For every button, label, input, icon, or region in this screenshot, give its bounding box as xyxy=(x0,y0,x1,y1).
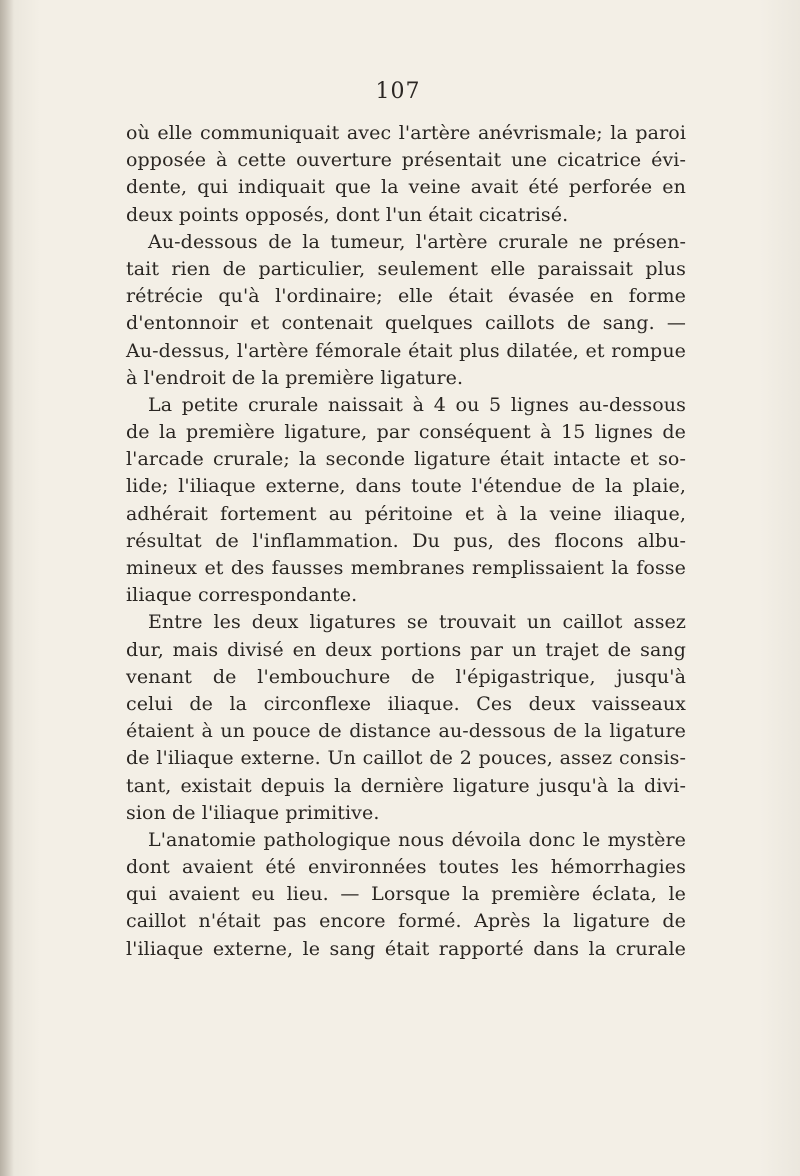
page-gutter-shadow xyxy=(0,0,14,1176)
text-line: l'arcade crurale; la seconde ligature était intacte et so- xyxy=(126,448,686,471)
text-line: caillot n'était pas encore formé. Après la ligature de xyxy=(126,910,686,933)
text-line: dente, qui indiquait que la veine avait été perforée en xyxy=(126,176,686,199)
page-number: 107 xyxy=(375,79,421,104)
text-line: étaient à un pouce de distance au-dessous de la ligature xyxy=(126,720,686,743)
text-line: tant, existait depuis la dernière ligature jusqu'à la divi- xyxy=(126,774,686,797)
text-line: où elle communiquait avec l'artère anévrismale; la paroi xyxy=(126,122,686,144)
text-line: à l'endroit de la première ligature. xyxy=(126,366,464,389)
text-line: opposée à cette ouverture présentait une cicatrice évi- xyxy=(126,149,686,172)
text-line: d'entonnoir et contenait quelques caillots de sang. — xyxy=(126,312,686,335)
text-line: de l'iliaque externe. Un caillot de 2 pouces, assez consis- xyxy=(126,747,686,770)
text-line: qui avaient eu lieu. — Lorsque la première éclata, le xyxy=(126,883,686,906)
text-line: adhérait fortement au péritoine et à la veine iliaque, xyxy=(126,502,686,525)
body-text xyxy=(126,120,686,963)
text-line: sion de l'iliaque primitive. xyxy=(126,801,380,824)
text-line: l'iliaque externe, le sang était rapporté dans la crurale xyxy=(126,937,686,960)
text-line: Au-dessous de la tumeur, l'artère crurale ne présen- xyxy=(148,230,686,253)
text-line: tait rien de particulier, seulement elle paraissait plus xyxy=(126,257,686,280)
text-line: dont avaient été environnées toutes les hémorrhagies xyxy=(126,856,686,879)
text-line: mineux et des fausses membranes remplissaient la fosse xyxy=(126,557,686,579)
text-line: celui de la circonflexe iliaque. Ces deux vaisseaux xyxy=(126,692,686,715)
text-line: iliaque correspondante. xyxy=(126,584,358,607)
text-line: deux points opposés, dont l'un était cicatrisé. xyxy=(126,203,569,226)
text-line: dur, mais divisé en deux portions par un trajet de sang xyxy=(126,638,686,661)
text-line: L'anatomie pathologique nous dévoila donc le mystère xyxy=(148,828,686,851)
text-line: venant de l'embouchure de l'épigastrique, jusqu'à xyxy=(126,665,686,688)
text-line: lide; l'iliaque externe, dans toute l'étendue de la plaie, xyxy=(126,475,686,498)
text-line: La petite crurale naissait à 4 ou 5 lignes au-dessous xyxy=(148,393,686,416)
text-line: de la première ligature, par conséquent à 15 lignes de xyxy=(126,421,686,444)
text-line: résultat de l'inflammation. Du pus, des flocons albu- xyxy=(126,529,686,552)
text-line: Entre les deux ligatures se trouvait un caillot assez xyxy=(148,611,686,634)
text-line: rétrécie qu'à l'ordinaire; elle était évasée en forme xyxy=(126,285,686,308)
text-line: Au-dessus, l'artère fémorale était plus dilatée, et rompue xyxy=(126,339,686,362)
